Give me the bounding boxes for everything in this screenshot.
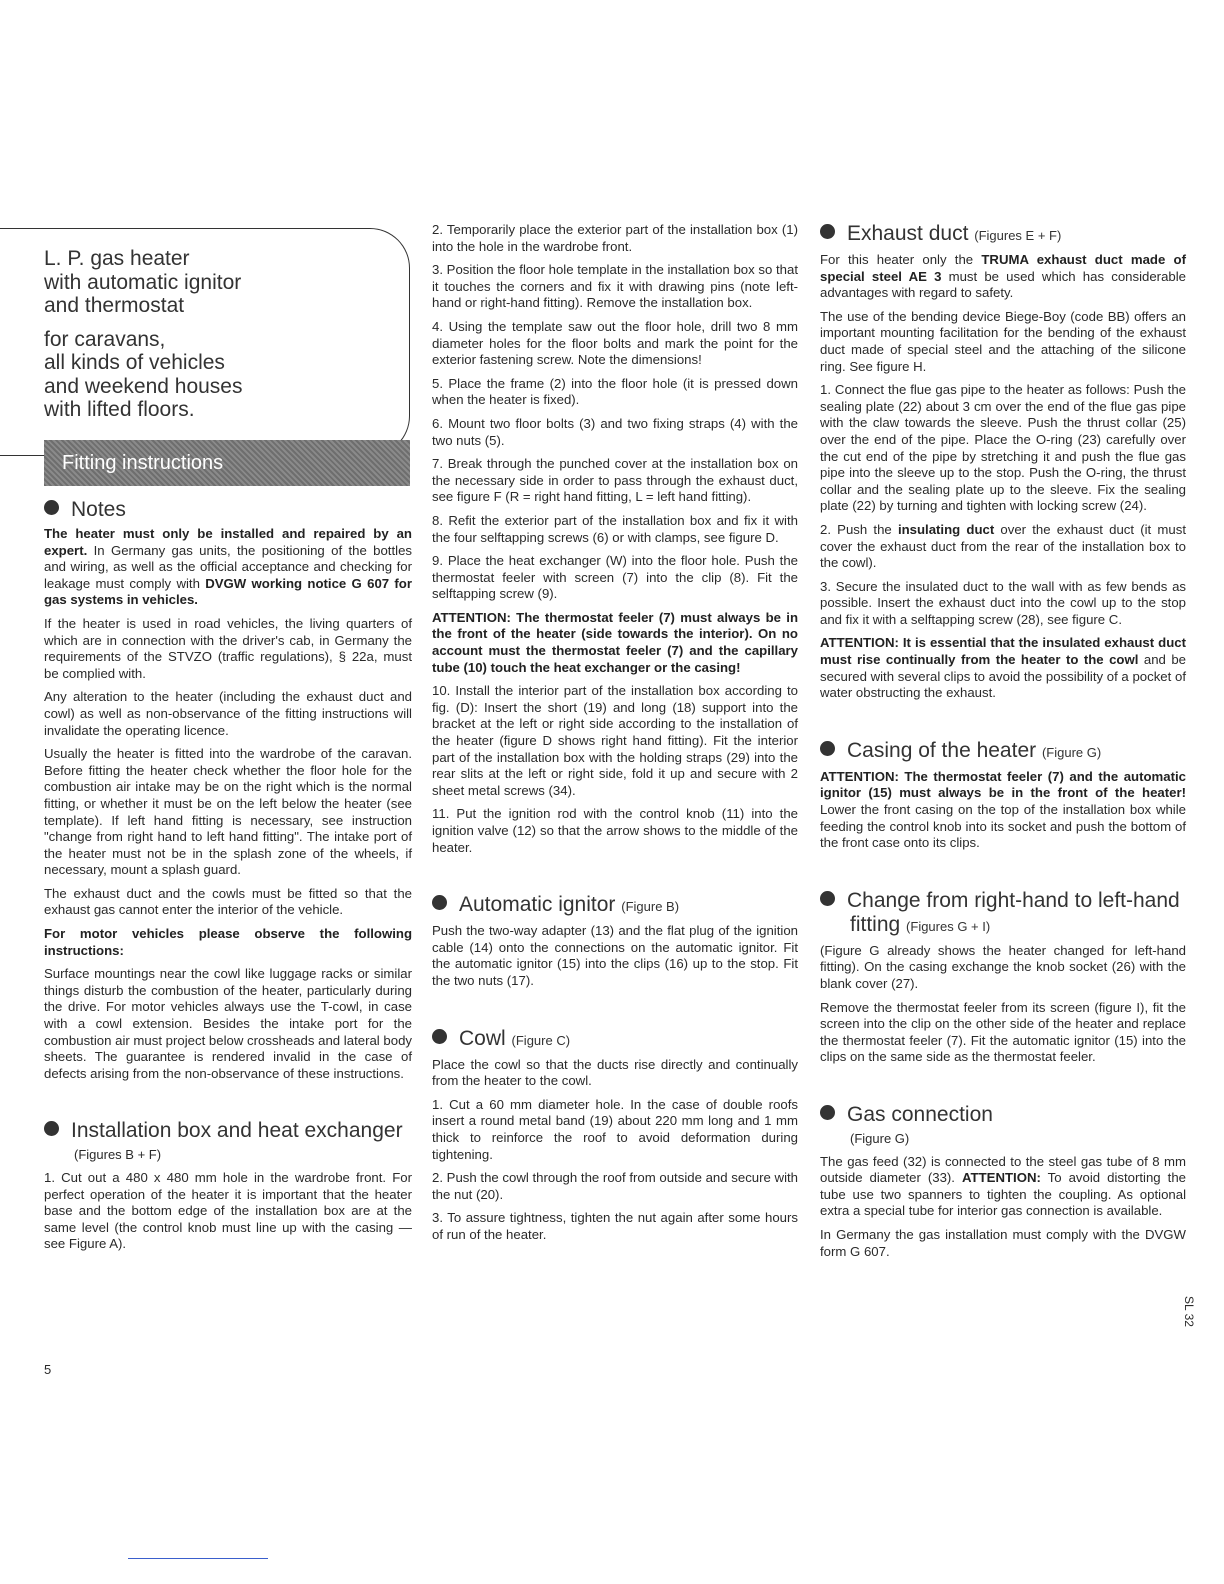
installation-step: 8. Refit the exterior part of the installation box and fix it with the four selftapping screws (6) or with clamps, see figure D. [432, 512, 798, 545]
bullet-icon [432, 895, 447, 910]
side-code: SL 32 [1182, 1296, 1196, 1327]
exhaust-heading: Exhaust duct (Figures E + F) [820, 222, 1186, 248]
page-number: 5 [44, 1362, 52, 1377]
fitting-instructions-banner: Fitting instructions [44, 440, 410, 486]
ignitor-paragraph: Push the two-way adapter (13) and the flat plug of the ignition cable (14) onto the connections on the automatic ignitor. Fit the automatic ignitor (15) into the clips (16) up to the stop. Fit the two nuts (17). [432, 923, 798, 988]
bullet-icon [820, 1105, 835, 1120]
installation-step: 6. Mount two floor bolts (3) and two fixing straps (4) with the two nuts (5). [432, 415, 798, 448]
bullet-icon [44, 1121, 59, 1136]
cowl-paragraph: 2. Push the cowl through the roof from outside and secure with the nut (20). [432, 1170, 798, 1202]
notes-paragraph: If the heater is used in road vehicles, the living quarters of which are in connection with the driver's cab, in Germany the requirements of the STVZO (traffic regulations), § 22a, must be complied with. [44, 615, 412, 681]
installation-step: 2. Temporarily place the exterior part of the installation box (1) into the hole in the wardrobe front. [432, 222, 798, 254]
change-heading: Change from right-hand to left-hand fitting (Figures G + I) [820, 889, 1186, 939]
installation-step: 3. Position the floor hole template in the installation box so that it touches the corners and fix it with drawing pins (note left-hand or right-hand fitting). Remove the installation box. [432, 262, 798, 311]
installation-step: 11. Put the ignition rod with the control knob (11) into the ignition valve (12) so that the arrow shows to the middle of the heater. [432, 806, 798, 855]
title-line: and weekend houses [44, 374, 243, 398]
column-left [44, 440, 412, 1260]
installation-heading: Installation box and heat exchanger [44, 1119, 412, 1143]
installation-step: 5. Place the frame (2) into the floor hole (it is pressed down when the heater is fixed). [432, 375, 798, 408]
notes-paragraph: For motor vehicles please observe the following instructions: [44, 926, 412, 958]
cowl-paragraph: 3. To assure tightness, tighten the nut again after some hours of run of the heater. [432, 1210, 798, 1242]
title-line: with automatic ignitor [44, 270, 242, 294]
notes-paragraph: The heater must only be installed and repaired by an expert. In Germany gas units, the positioning of the bottles and wiring, as well as the official acceptance and checking for leakage must comply with DVGW working notice G 607 for gas systems in vehicles. [44, 526, 412, 608]
gas-figure-ref: (Figure G) [850, 1130, 910, 1146]
bullet-icon [820, 224, 835, 239]
change-paragraph: (Figure G already shows the heater changed for left-hand fitting). On the casing exchange the knob socket (26) with the blank cover (27). [820, 942, 1186, 991]
installation-step: 7. Break through the punched cover at the installation box on the necessary side in order to pass through the exhaust duct, see figure F (R = right hand fitting, L = left hand fitting). [432, 456, 798, 505]
cowl-paragraph: Place the cowl so that the ducts rise directly and continually from the heater to the cowl. [432, 1056, 798, 1089]
installation-step: 4. Using the template saw out the floor hole, drill two 8 mm diameter holes for the floor bolts and mark the point for the exterior fastening screw. Note the dimensions! [432, 318, 798, 368]
gas-paragraph: In Germany the gas installation must comply with the DVGW form G 607. [820, 1226, 1186, 1259]
title-line: all kinds of vehicles [44, 351, 225, 374]
exhaust-attention: ATTENTION: It is essential that the insulated exhaust duct must rise continually from the heater to the cowl and be secured with several clips to avoid the possibility of a pocket of water obstructing the exhaust. [820, 635, 1186, 701]
exhaust-paragraph: For this heater only the TRUMA exhaust duct made of special steel AE 3 must be used which has considerable advantages with regard to safety. [820, 252, 1186, 301]
casing-paragraph: ATTENTION: The thermostat feeler (7) and the automatic ignitor (15) must always be in the front of the heater! Lower the front casing on the top of the installation box while feeding the control knob into its socket and push the bottom of the front case onto its clips. [820, 768, 1186, 851]
product-title [44, 247, 243, 432]
notes-paragraph: Usually the heater is fitted into the wardrobe of the caravan. Before fitting the heater check whether the floor hole for the combustion air intake may be on the right which is the normal fitting, or whether it must be on the left below the heater (see template). If left hand fitting is necessary, see instruction "change from right hand to left hand fitting". The intake port of the heater must not be in the splash zone of the wheels, if necessary, mount a splash guard. [44, 746, 412, 878]
column-right [820, 222, 1186, 1267]
casing-heading: Casing of the heater (Figure G) [820, 739, 1186, 765]
gas-paragraph: The gas feed (32) is connected to the steel gas tube of 8 mm outside diameter (33). ATTENTION: To avoid distorting the tube use two spanners to tighten the coupling. As optional extra a special tube for interior gas connection is available. [820, 1153, 1186, 1219]
title-line: with lifted floors. [44, 398, 195, 421]
exhaust-paragraph: 2. Push the insulating duct over the exhaust duct (it must cover the exhaust duct from the rear of the installation box to the cowl). [820, 521, 1186, 571]
change-paragraph: Remove the thermostat feeler from its screen (figure I), fit the screen into the clip on the other side of the heater and replace the thermostat feeler (7). Fit the automatic ignitor (15) into the clips on the same side as the thermostat feeler. [820, 999, 1186, 1065]
footer-rule [128, 1558, 268, 1559]
title-box [0, 228, 410, 456]
ignitor-heading: Automatic ignitor (Figure B) [432, 893, 798, 919]
bullet-icon [432, 1029, 447, 1044]
title-line: for caravans, [44, 327, 166, 351]
bullet-icon [820, 741, 835, 756]
notes-paragraph: Any alteration to the heater (including the exhaust duct and cowl) as well as non-observance of the fitting instructions will invalidate the operating licence. [44, 689, 412, 738]
title-line: and thermostat [44, 294, 185, 317]
notes-paragraph: The exhaust duct and the cowls must be fitted so that the exhaust gas cannot enter the interior of the vehicle. [44, 885, 412, 918]
installation-step: 1. Cut out a 480 x 480 mm hole in the wardrobe front. For perfect operation of the heater it is important that the heater base and the bottom edge of the installation box are at the same level (the control knob must line up with the casing — see Figure A). [44, 1170, 412, 1252]
installation-step: 10. Install the interior part of the installation box according to fig. (D): Insert the short (19) and long (18) support into the bracket at the left or right side according to the installation of the heater (figure D shows right hand fitting). Fit the interior part of the installation box with the holding straps (29) into the rear slits at the left or right side, fold it up and secure with 2 sheet metal screws (34). [432, 683, 798, 798]
notes-heading: Notes [44, 498, 412, 522]
exhaust-paragraph: 1. Connect the flue gas pipe to the heater as follows: Push the sealing plate (22) about 3 cm over the end of the flue gas pipe with the claw towards the sleeve. Push the thrust collar (25) over the end of the pipe. Place the O-ring (23) carefully over the cut end of the pipe by stretching it and push the flue gas pipe into the sleeve up to the stop. Push the O-ring, the thrust collar and the sealing plate up to the sleeve. Fix the sealing plate (22) by turning and tighten with locking screw (24). [820, 382, 1186, 514]
cowl-heading: Cowl (Figure C) [432, 1027, 798, 1053]
installation-attention: ATTENTION: The thermostat feeler (7) must always be in the front of the heater (side towards the interior). On no account must the thermostat feeler (7) and the capillary tube (10) touch the heat exchanger or the casing! [432, 609, 798, 675]
title-line: L. P. gas heater [44, 247, 190, 270]
cowl-paragraph: 1. Cut a 60 mm diameter hole. In the case of double roofs insert a round metal band (19) about 220 mm long and 1 mm thick to reinforce the roof to avoid deformation during tightening. [432, 1096, 798, 1162]
gas-heading: Gas connection [820, 1103, 1186, 1127]
installation-step: 9. Place the heat exchanger (W) into the floor hole. Push the thermostat feeler with screen (7) into the clip (8). Fit the selftapping screw (9). [432, 553, 798, 602]
exhaust-paragraph: 3. Secure the insulated duct to the wall with as few bends as possible. Insert the exhaust duct into the cowl up to the stop and fix it with a selftapping screw (28), see figure C. [820, 578, 1186, 627]
bullet-icon [44, 500, 59, 515]
notes-paragraph: Surface mountings near the cowl like luggage racks or similar things disturb the combustion of the heater, particularly during the drive. For motor vehicles always use the T-cowl, in case with a cowl extension. Besides the intake port for the combustion air must project below crossheads and lateral body sheets. The guarantee is rendered invalid in the case of defects arising from the non-observance of these instructions. [44, 966, 412, 1081]
installation-figure-ref: (Figures B + F) [74, 1147, 162, 1163]
exhaust-paragraph: The use of the bending device Biege-Boy (code BB) offers an important mounting facilitation for the bending of the exhaust duct made of special steel and the attaching of the silicone ring. See figure H. [820, 308, 1186, 374]
column-middle [432, 222, 798, 1251]
bullet-icon [820, 891, 835, 906]
